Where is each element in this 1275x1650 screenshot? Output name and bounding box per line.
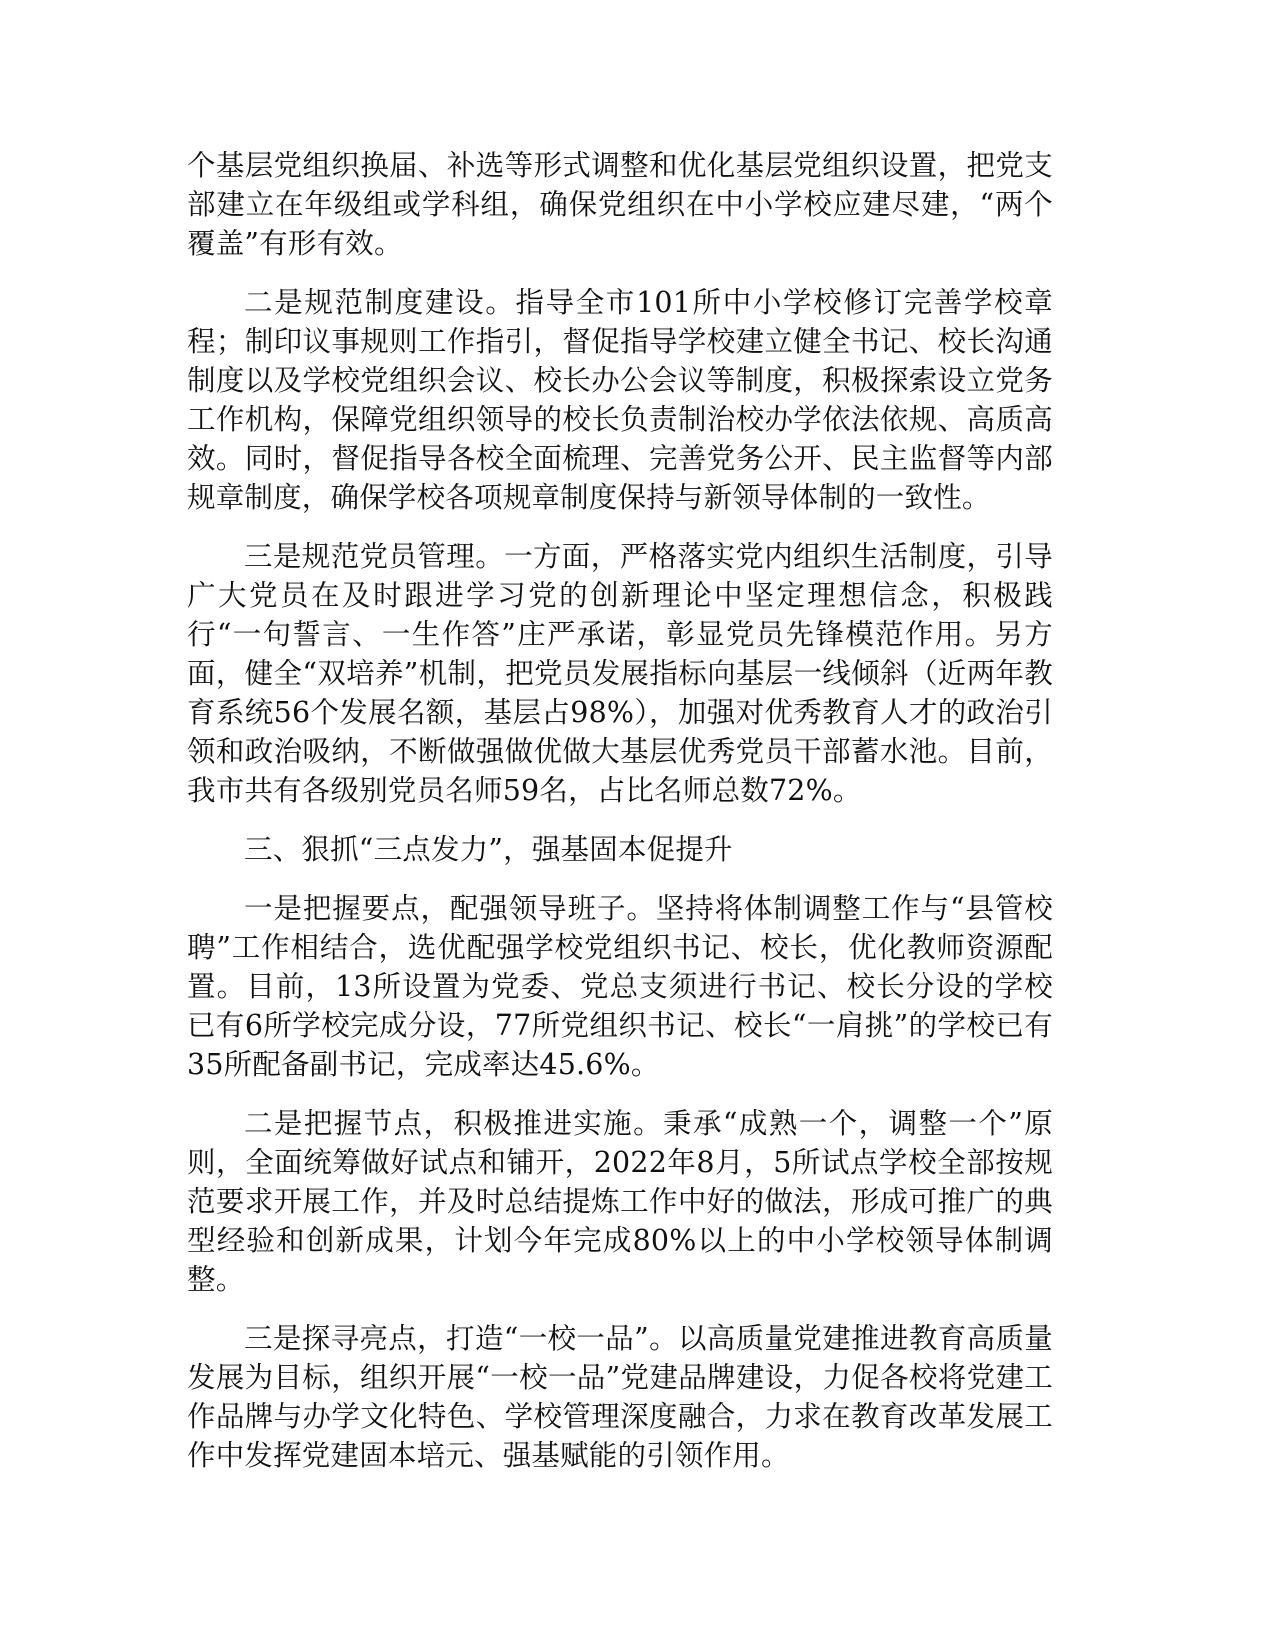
section-heading-three: 三、狠抓“三点发力”，强基固本促提升 xyxy=(244,833,733,866)
paragraph-member-management: 三是规范党员管理。一方面，严格落实党内组织生活制度，引导广大党员在及时跟进学习党的创新理论中坚定理想信念，积极践行“一句誓言、一生作答”庄严承诺，彰显党员先锋模范作用。另方面，健全“双培养”机制，把党员发展指标向基层一线倾斜（近两年教育系统56个发展名额，基层占98%），加强对优秀教育人才的政治引领和政治吸纳，不断做强做优做大基层优秀党员干部蓄水池。目前，我市共有各级别党员名师59名，占比名师总数72%。 xyxy=(187,540,1053,807)
paragraph-implementation: 二是把握节点，积极推进实施。秉承“成熟一个，调整一个”原则，全面统筹做好试点和铺开，2022年8月，5所试点学校全部按规范要求开展工作，并及时总结提炼工作中好的做法，形成可推广的典型经验和创新成果，计划今年完成80%以上的中小学校领导体制调整。 xyxy=(187,1107,1053,1296)
document-body xyxy=(187,146,1053,1495)
paragraph-one-school-one-brand: 三是探寻亮点，打造“一校一品”。以高质量党建推进教育高质量发展为目标，组织开展“一校一品”党建品牌建设，力促各校将党建工作品牌与办学文化特色、学校管理深度融合，力求在教育改革发展工作中发挥党建固本培元、强基赋能的引领作用。 xyxy=(187,1322,1053,1472)
paragraph-continued: 个基层党组织换届、补选等形式调整和优化基层党组织设置，把党支部建立在年级组或学科组，确保党组织在中小学校应建尽建，“两个覆盖”有形有效。 xyxy=(187,149,1053,260)
paragraph-leadership-team: 一是把握要点，配强领导班子。坚持将体制调整工作与“县管校聘”工作相结合，选优配强学校党组织书记、校长，优化教师资源配置。目前，13所设置为党委、党总支须进行书记、校长分设的学校已有6所学校完成分设，77所党组织书记、校长“一肩挑”的学校已有35所配备副书记，完成率达45.6%。 xyxy=(187,892,1053,1081)
paragraph-institution-building: 二是规范制度建设。指导全市101所中小学校修订完善学校章程；制印议事规则工作指引，督促指导学校建立健全书记、校长沟通制度以及学校党组织会议、校长办公会议等制度，积极探索设立党务工作机构，保障党组织领导的校长负责制治校办学依法依规、高质高效。同时，督促指导各校全面梳理、完善党务公开、民主监督等内部规章制度，确保学校各项规章制度保持与新领导体制的一致性。 xyxy=(187,286,1053,514)
